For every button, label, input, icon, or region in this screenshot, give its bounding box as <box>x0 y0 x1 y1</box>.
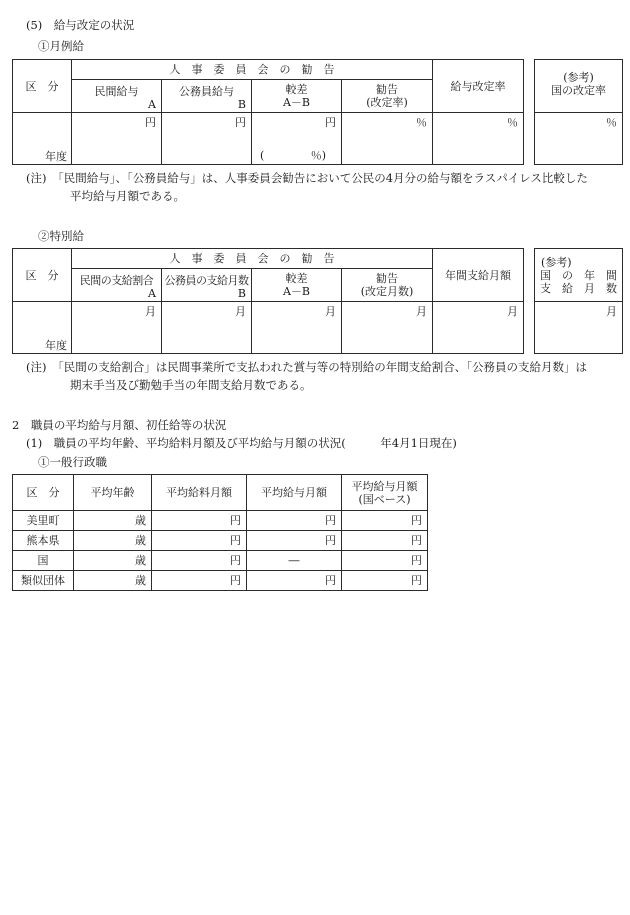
recommendation-header-2: 勧告 (改定月数) <box>342 269 433 302</box>
row-base: 円 <box>152 551 247 571</box>
note-monthly-pay-line1: (注) 「民間給与」、「公務員給与」は、人事委員会勧告において公民の4月分の給与額をラスパイレス比較した <box>26 171 588 185</box>
annual-payment-value: 月 <box>433 302 524 354</box>
private-pay-header: 民間給与 A <box>72 80 162 113</box>
monthly-pay-table <box>12 59 524 165</box>
general-admin-subtitle: ①一般行政職 <box>38 455 107 469</box>
row-base: 円 <box>152 571 247 591</box>
table-row <box>13 531 428 551</box>
special-pay-subtitle: ②特別給 <box>38 229 84 243</box>
reference-header: (参考) 国の改定率 <box>535 60 623 113</box>
note-special-pay-line2: 期末手当及び勤勉手当の年間支給月数である。 <box>70 378 312 392</box>
row-base: 円 <box>152 511 247 531</box>
row-age: 歳 <box>74 551 152 571</box>
public-months-header: 公務員の支給月数 B <box>162 269 252 302</box>
recommendation-group-header: 人 事 委 員 会 の 勧 告 <box>72 60 433 80</box>
row-pay: 円 <box>247 511 342 531</box>
note-monthly-pay-line2: 平均給与月額である。 <box>70 189 185 203</box>
public-pay-value: 円 <box>162 113 252 165</box>
row-base: 円 <box>152 531 247 551</box>
table-row <box>13 571 428 591</box>
average-pay-national-header: 平均給与月額 (国ベース) <box>342 475 428 511</box>
private-ratio-value: 月 <box>72 302 162 354</box>
row-pay: 円 <box>247 571 342 591</box>
reference-header-2: (参考) 国 の 年 間 支 給 月 数 <box>535 249 623 302</box>
difference-value-2: 月 <box>252 302 342 354</box>
row-natl: 円 <box>342 531 428 551</box>
table-row <box>13 551 428 571</box>
national-annual-months-table <box>534 248 623 354</box>
fiscal-year-cell-2: 年度 <box>13 302 72 354</box>
special-pay-table <box>12 248 524 354</box>
recommendation-value-2: 月 <box>342 302 433 354</box>
section-2-title: 2 職員の平均給与月額、初任給等の状況 <box>12 418 227 432</box>
private-pay-value: 円 <box>72 113 162 165</box>
fiscal-year-cell: 年度 <box>13 113 72 165</box>
row-natl: 円 <box>342 551 428 571</box>
row-name: 美里町 <box>13 511 74 531</box>
difference-header: 較差 A－B <box>252 80 342 113</box>
table-row <box>13 511 428 531</box>
row-name: 国 <box>13 551 74 571</box>
row-age: 歳 <box>74 571 152 591</box>
private-ratio-header: 民間の支給割合 A <box>72 269 162 302</box>
kubun-header: 区 分 <box>13 60 72 113</box>
national-revision-rate-table <box>534 59 623 165</box>
average-salary-header: 平均給料月額 <box>152 475 247 511</box>
difference-header-2: 較差 A－B <box>252 269 342 302</box>
national-revision-rate-value: ％ <box>535 113 623 165</box>
recommendation-header: 勧告 (改定率) <box>342 80 433 113</box>
row-natl: 円 <box>342 511 428 531</box>
monthly-pay-subtitle: ①月例給 <box>38 39 84 53</box>
national-annual-months-value: 月 <box>535 302 623 354</box>
note-special-pay-line1: (注) 「民間の支給割合」は民間事業所で支払われた賞与等の特別給の年間支給割合、「公務員の支給月数」は <box>26 360 587 374</box>
row-name: 熊本県 <box>13 531 74 551</box>
average-age-header: 平均年齢 <box>74 475 152 511</box>
public-months-value: 月 <box>162 302 252 354</box>
average-pay-header: 平均給与月額 <box>247 475 342 511</box>
kubun-header-3: 区 分 <box>13 475 74 511</box>
kubun-header-2: 区 分 <box>13 249 72 302</box>
row-age: 歳 <box>74 511 152 531</box>
row-pay: ― <box>247 551 342 571</box>
recommendation-group-header-2: 人 事 委 員 会 の 勧 告 <box>72 249 433 269</box>
difference-value: 円 ( ％) <box>252 113 342 165</box>
average-pay-table <box>12 474 428 591</box>
row-name: 類似団体 <box>13 571 74 591</box>
pay-revision-rate-header: 給与改定率 <box>433 60 524 113</box>
public-pay-header: 公務員給与 B <box>162 80 252 113</box>
row-pay: 円 <box>247 531 342 551</box>
row-natl: 円 <box>342 571 428 591</box>
row-age: 歳 <box>74 531 152 551</box>
annual-payment-header: 年間支給月額 <box>433 249 524 302</box>
section-5-title: (5) 給与改定の状況 <box>26 18 135 32</box>
recommendation-value: ％ <box>342 113 433 165</box>
pay-revision-rate-value: ％ <box>433 113 524 165</box>
section-2-subtitle: (1) 職員の平均年齢、平均給料月額及び平均給与月額の状況( 年4月1日現在) <box>26 436 457 450</box>
